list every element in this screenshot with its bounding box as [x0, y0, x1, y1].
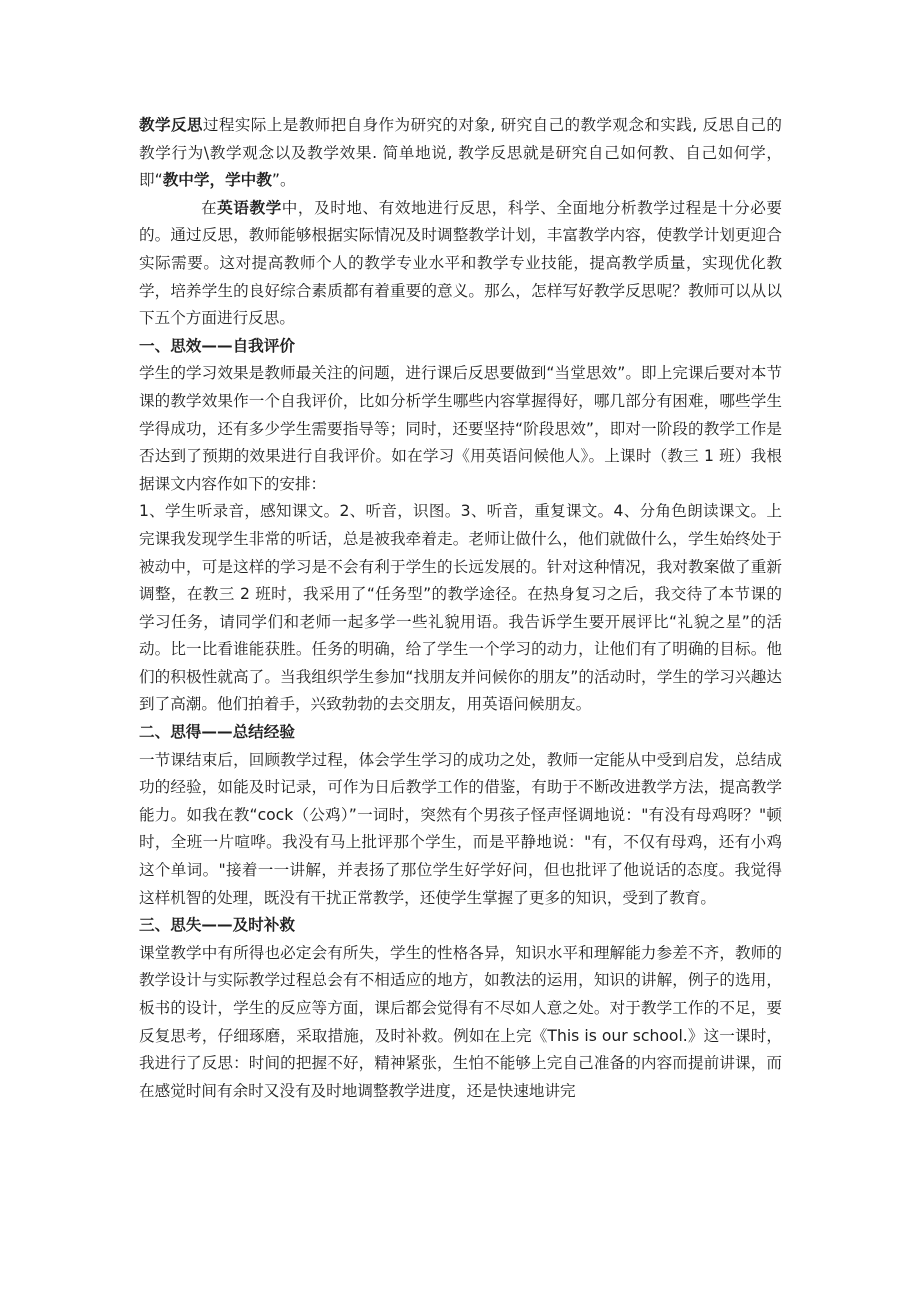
term-teaching-reflection: 教学反思: [139, 116, 203, 134]
intro-text-end: ”。: [271, 171, 296, 190]
section-1-heading: 一、思效——自我评价: [139, 336, 295, 355]
document-page: [139, 112, 782, 1105]
section-1-paragraph-2: 1、学生听录音，感知课文。2、听音，识图。3、听音，重复课文。4、分角色朗读课文。上完课我发现学生非常的听话，总是被我牵着走。老师让做什么，他们就做什么，学生始终处于被动中，可是这样的学习是不会有利于学生的长远发展的。针对这种情况，我对教案做了重新调整，在教三 2 班时，我采用了“任务型”的教学途径。在热身复习之后，我交待了本节课的学习任务，请同学们和老师一起多学一些礼貌用语。我告诉学生要开展评比“礼貌之星”的活动。比一比看谁能获胜。任务的明确，给了学生一个学习的动力，让他们有了明确的目标。他们的积极性就高了。当我组织学生参加“找朋友并问候你的朋友”的活动时，学生的学习兴趣达到了高潮。他们拍着手，兴致勃勃的去交朋友，用英语问候朋友。: [139, 502, 782, 714]
english-teaching-paragraph: [139, 195, 782, 333]
term-english-teaching: 英语教学: [217, 198, 282, 217]
intro-paragraph: [139, 112, 782, 195]
section-2-heading: 二、思得——总结经验: [139, 723, 295, 742]
section-3-heading: 三、思失——及时补救: [139, 916, 295, 935]
section-1-paragraph-1: 学生的学习效果是教师最关注的问题，进行课后反思要做到“当堂思效”。即上完课后要对本节课的教学效果作一个自我评价，比如分析学生哪些内容掌握得好，哪几部分有困难，哪些学生学得成功，还有多少学生需要指导等；同时，还要坚持“阶段思效”，即对一阶段的教学工作是否达到了预期的效果进行自我评价。如在学习《用英语问候他人》。上课时（教三 1 班）我根据课文内容作如下的安排：: [139, 364, 782, 493]
motto: 教中学，学中教: [162, 171, 272, 190]
section-2-paragraph: 一节课结束后，回顾教学过程，体会学生学习的成功之处，教师一定能从中受到启发，总结成功的经验，如能及时记录，可作为日后教学工作的借鉴，有助于不断改进教学方法，提高教学能力。如我在教“cock（公鸡）”一词时，突然有个男孩子怪声怪调地说："有没有母鸡呀？"顿时，全班一片喧哗。我没有马上批评那个学生，而是平静地说："有，不仅有母鸡，还有小鸡这个单词。"接着一一讲解，并表扬了那位学生好学好问，但也批评了他说话的态度。我觉得这样机智的处理，既没有干扰正常教学，还使学生掌握了更多的知识，受到了教育。: [139, 750, 782, 907]
intro-text: 过程实际上是教师把自身作为研究的对象, 研究自己的教学观念和实践, 反思自己的教学行为\教学观念以及教学效果. 简单地说, 教学反思就是研究自己如何教、自己如何学，即“: [139, 116, 782, 190]
para2-text: 中，及时地、有效地进行反思，科学、全面地分析教学过程是十分必要的。通过反思，教师能够根据实际情况及时调整教学计划，丰富教学内容，使教学计划更迎合实际需要。这对提高教师个人的教学专业水平和教学专业技能，提高教学质量，实现优化教学，培养学生的良好综合素质都有着重要的意义。那么，怎样写好教学反思呢？教师可以从以下五个方面进行反思。: [139, 198, 782, 328]
para2-lead: 在: [201, 198, 218, 217]
section-3-paragraph: 课堂教学中有所得也必定会有所失，学生的性格各异，知识水平和理解能力参差不齐，教师的教学设计与实际教学过程总会有不相适应的地方，如教法的运用，知识的讲解，例子的选用，板书的设计，学生的反应等方面，课后都会觉得有不尽如人意之处。对于教学工作的不足，要反复思考，仔细琢磨，采取措施，及时补救。例如在上完《This is our school.》这一课时，我进行了反思：时间的把握不好，精神紧张，生怕不能够上完自己准备的内容而提前讲课，而在感觉时间有余时又没有及时地调整教学进度，还是快速地讲完: [139, 943, 782, 1100]
